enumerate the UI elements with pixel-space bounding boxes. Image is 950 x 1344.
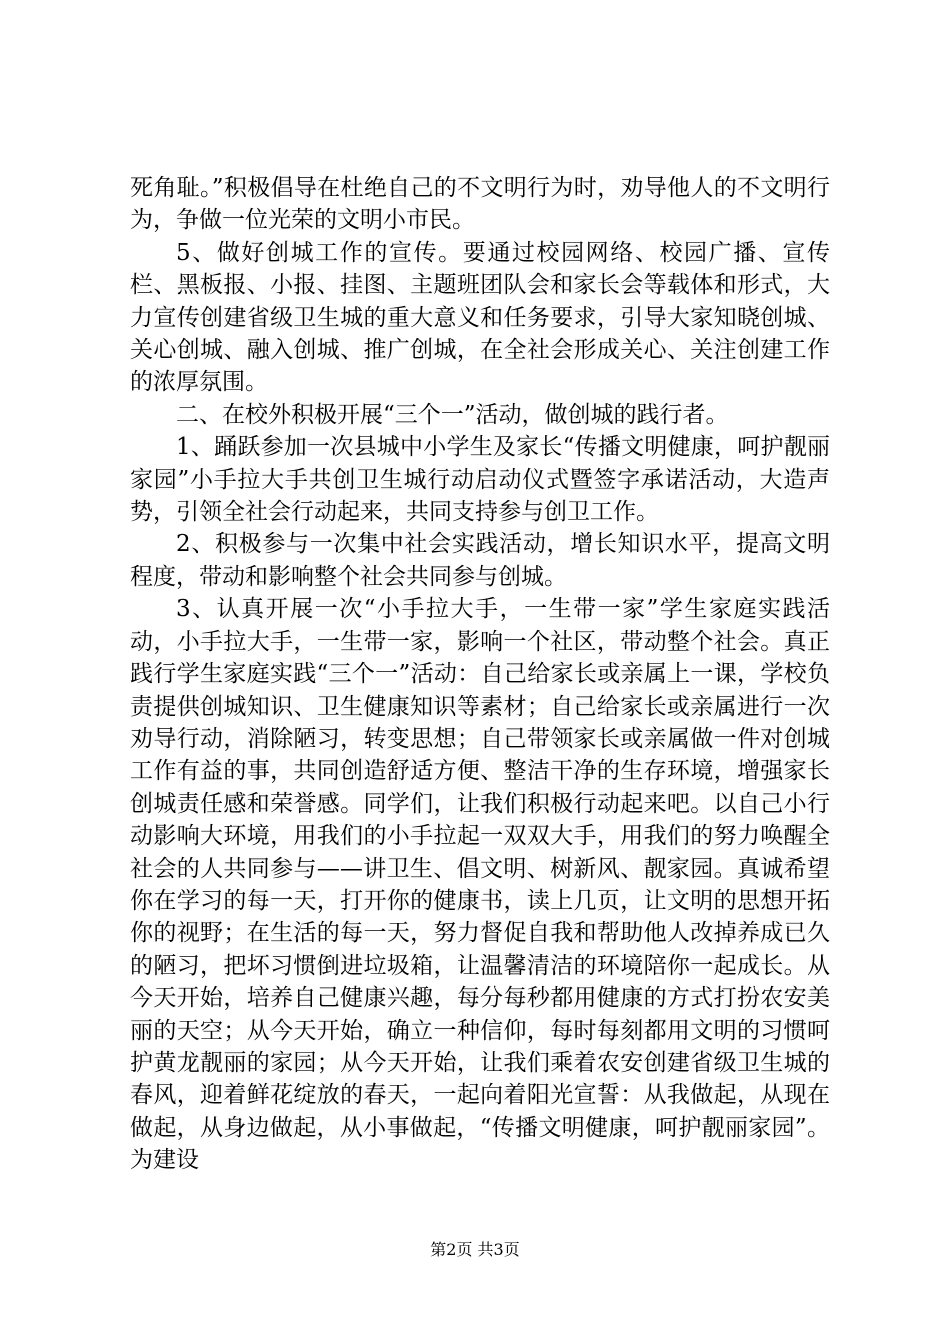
paragraph-2: 5、做好创城工作的宣传。要通过校园网络、校园广播、宣传栏、黑板报、小报、挂图、主题班团队会和家长会等载体和形式，大力宣传创建省级卫生城的重大意义和任务要求，引导大家知晓创城、关心创城、融入创城、推广创城，在全社会形成关心、关注创建工作的浓厚氛围。 <box>130 239 830 396</box>
paragraph-3: 二、在校外积极开展“三个一”活动，做创城的践行者。 <box>176 401 729 428</box>
paragraph-1: 死角耻。”积极倡导在杜绝自己的不文明行为时，劝导他人的不文明行为，争做一位光荣的文明小市民。 <box>130 175 830 234</box>
page-footer <box>0 1240 950 1260</box>
paragraph-6: 3、认真开展一次“小手拉大手，一生带一家”学生家庭实践活动，小手拉大手，一生带一家，影响一个社区，带动整个社会。真正践行学生家庭实践“三个一”活动：自己给家长或亲属上一课，学校负责提供创城知识、卫生健康知识等素材；自己给家长或亲属进行一次劝导行动，消除陋习，转变思想；自己带领家长或亲属做一件对创城工作有益的事，共同创造舒适方便、整洁干净的生存环境，增强家长创城责任感和荣誉感。同学们，让我们积极行动起来吧。以自己小行动影响大环境，用我们的小手拉起一双双大手，用我们的努力唤醒全社会的人共同参与——讲卫生、倡文明、树新风、靓家园。真诚希望你在学习的每一天，打开你的健康书，读上几页，让文明的思想开拓你的视野；在生活的每一天，努力督促自我和帮助他人改掉养成已久的陋习，把坏习惯倒进垃圾箱，让温馨清洁的环境陪你一起成长。从今天开始，培养自己健康兴趣，每分每秒都用健康的方式打扮农安美丽的天空；从今天开始，确立一种信仰，每时每刻都用文明的习惯呵护黄龙靓丽的家园；从今天开始，让我们乘着农安创建省级卫生城的春风，迎着鲜花绽放的春天，一起向着阳光宣誓：从我做起，从现在做起，从身边做起，从小事做起，“传播文明健康，呵护靓丽家园”。为建设 <box>130 596 830 1174</box>
page-number-label: 第2页 共3页 <box>430 1240 520 1259</box>
paragraph-5: 2、积极参与一次集中社会实践活动，增长知识水平，提高文明程度，带动和影响整个社会共同参与创城。 <box>130 531 830 590</box>
document-body <box>130 172 830 1177</box>
paragraph-4: 1、踊跃参加一次县城中小学生及家长“传播文明健康，呵护靓丽家园”小手拉大手共创卫生城行动启动仪式暨签字承诺活动，大造声势，引领全社会行动起来，共同支持参与创卫工作。 <box>130 434 830 526</box>
